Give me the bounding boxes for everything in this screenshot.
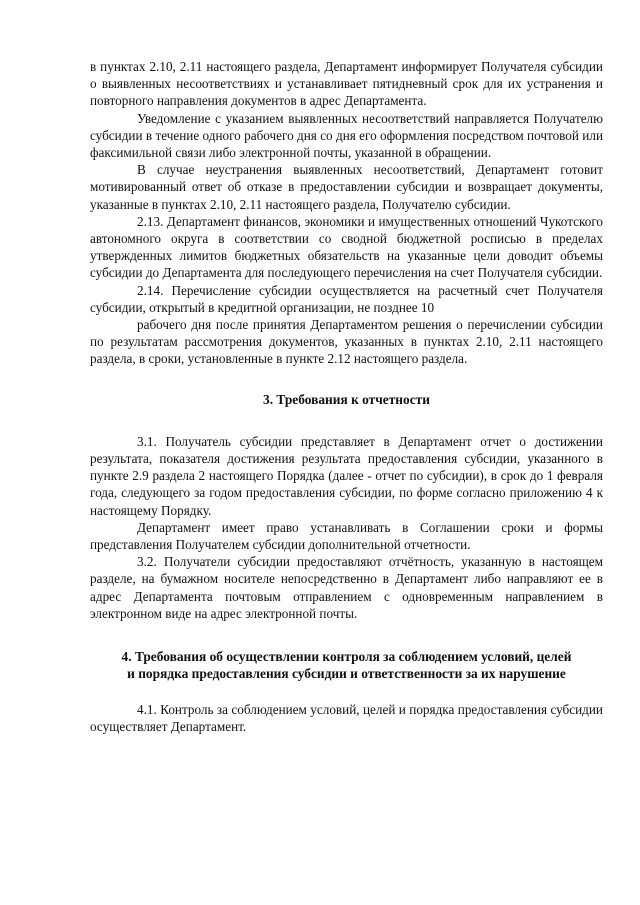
section-4-heading-line-2: и порядка предоставления субсидии и ответственности за их нарушение	[127, 666, 566, 682]
paragraph-intro-3: В случае неустранения выявленных несоответствий, Департамент готовит мотивированный ответ об отказе в предоставлении субсидии и возвращает документы, указанные в пунктах 2.10, 2.11 настоящего раздела, Получателю субсидии.	[90, 162, 603, 212]
section-4-heading-line-1: 4. Требования об осуществлении контроля за соблюдением условий, целей	[121, 649, 572, 665]
section-4-heading	[90, 648, 603, 682]
paragraph-3-1: 3.1. Получатель субсидии представляет в Департамент отчет о достижении результата, показателя достижения результата предоставления субсидии, указанного в пункте 2.9 раздела 2 настоящего Порядка (далее - отчет по субсидии), в срок до 1 февраля года, следующего за годом предоставления субсидии, по форме согласно приложению 4 к настоящему Порядку.	[90, 433, 603, 518]
section-3-heading: 3. Требования к отчетности	[263, 391, 430, 407]
paragraph-3-2: 3.2. Получатели субсидии предоставляют отчётность, указанную в настоящем разделе, на бумажном носителе непосредственно в Департамент либо направляют ее в адрес Департамента почтовым отправлением с одновременным направлением в электронном виде на адрес электронной почты.	[90, 554, 603, 621]
paragraph-intro-2: Уведомление с указанием выявленных несоответствий направляется Получателю субсидии в течение одного рабочего дня со дня его оформления посредством почтовой или факсимильной связи либо электронной почты, указанной в обращении.	[90, 110, 603, 161]
paragraph-2-14-continued: рабочего дня после принятия Департаментом решения о перечислении субсидии по результатам рассмотрения документов, указанных в пунктах 2.10, 2.11 настоящего раздела, в сроки, установленные в пункте 2.12 настоящего раздела.	[90, 317, 603, 367]
document-page	[90, 58, 603, 735]
paragraph-2-14: 2.14. Перечисление субсидии осуществляется на расчетный счет Получателя субсидии, открытый в кредитной организации, не позднее 10	[90, 282, 603, 315]
paragraph-intro-1: в пунктах 2.10, 2.11 настоящего раздела, Департамент информирует Получателя субсидии о выявленных несоответствиях и устанавливает пятидневный срок для их устранения и повторного направления документов в адрес Департамента.	[90, 59, 603, 109]
paragraph-2-13: 2.13. Департамент финансов, экономики и имущественных отношений Чукотского автономного округа в соответствии со сводной бюджетной росписью в пределах утвержденных лимитов бюджетных обязательств на указанные цели доводит объемы субсидии до Департамента для последующего перечисления на счет Получателя субсидии.	[90, 213, 603, 281]
paragraph-3-1-additional: Департамент имеет право устанавливать в Соглашении сроки и формы представления Получателем субсидии дополнительной отчетности.	[90, 519, 603, 553]
paragraph-4-1: 4.1. Контроль за соблюдением условий, целей и порядка предоставления субсидии осуществляет Департамент.	[90, 701, 603, 734]
